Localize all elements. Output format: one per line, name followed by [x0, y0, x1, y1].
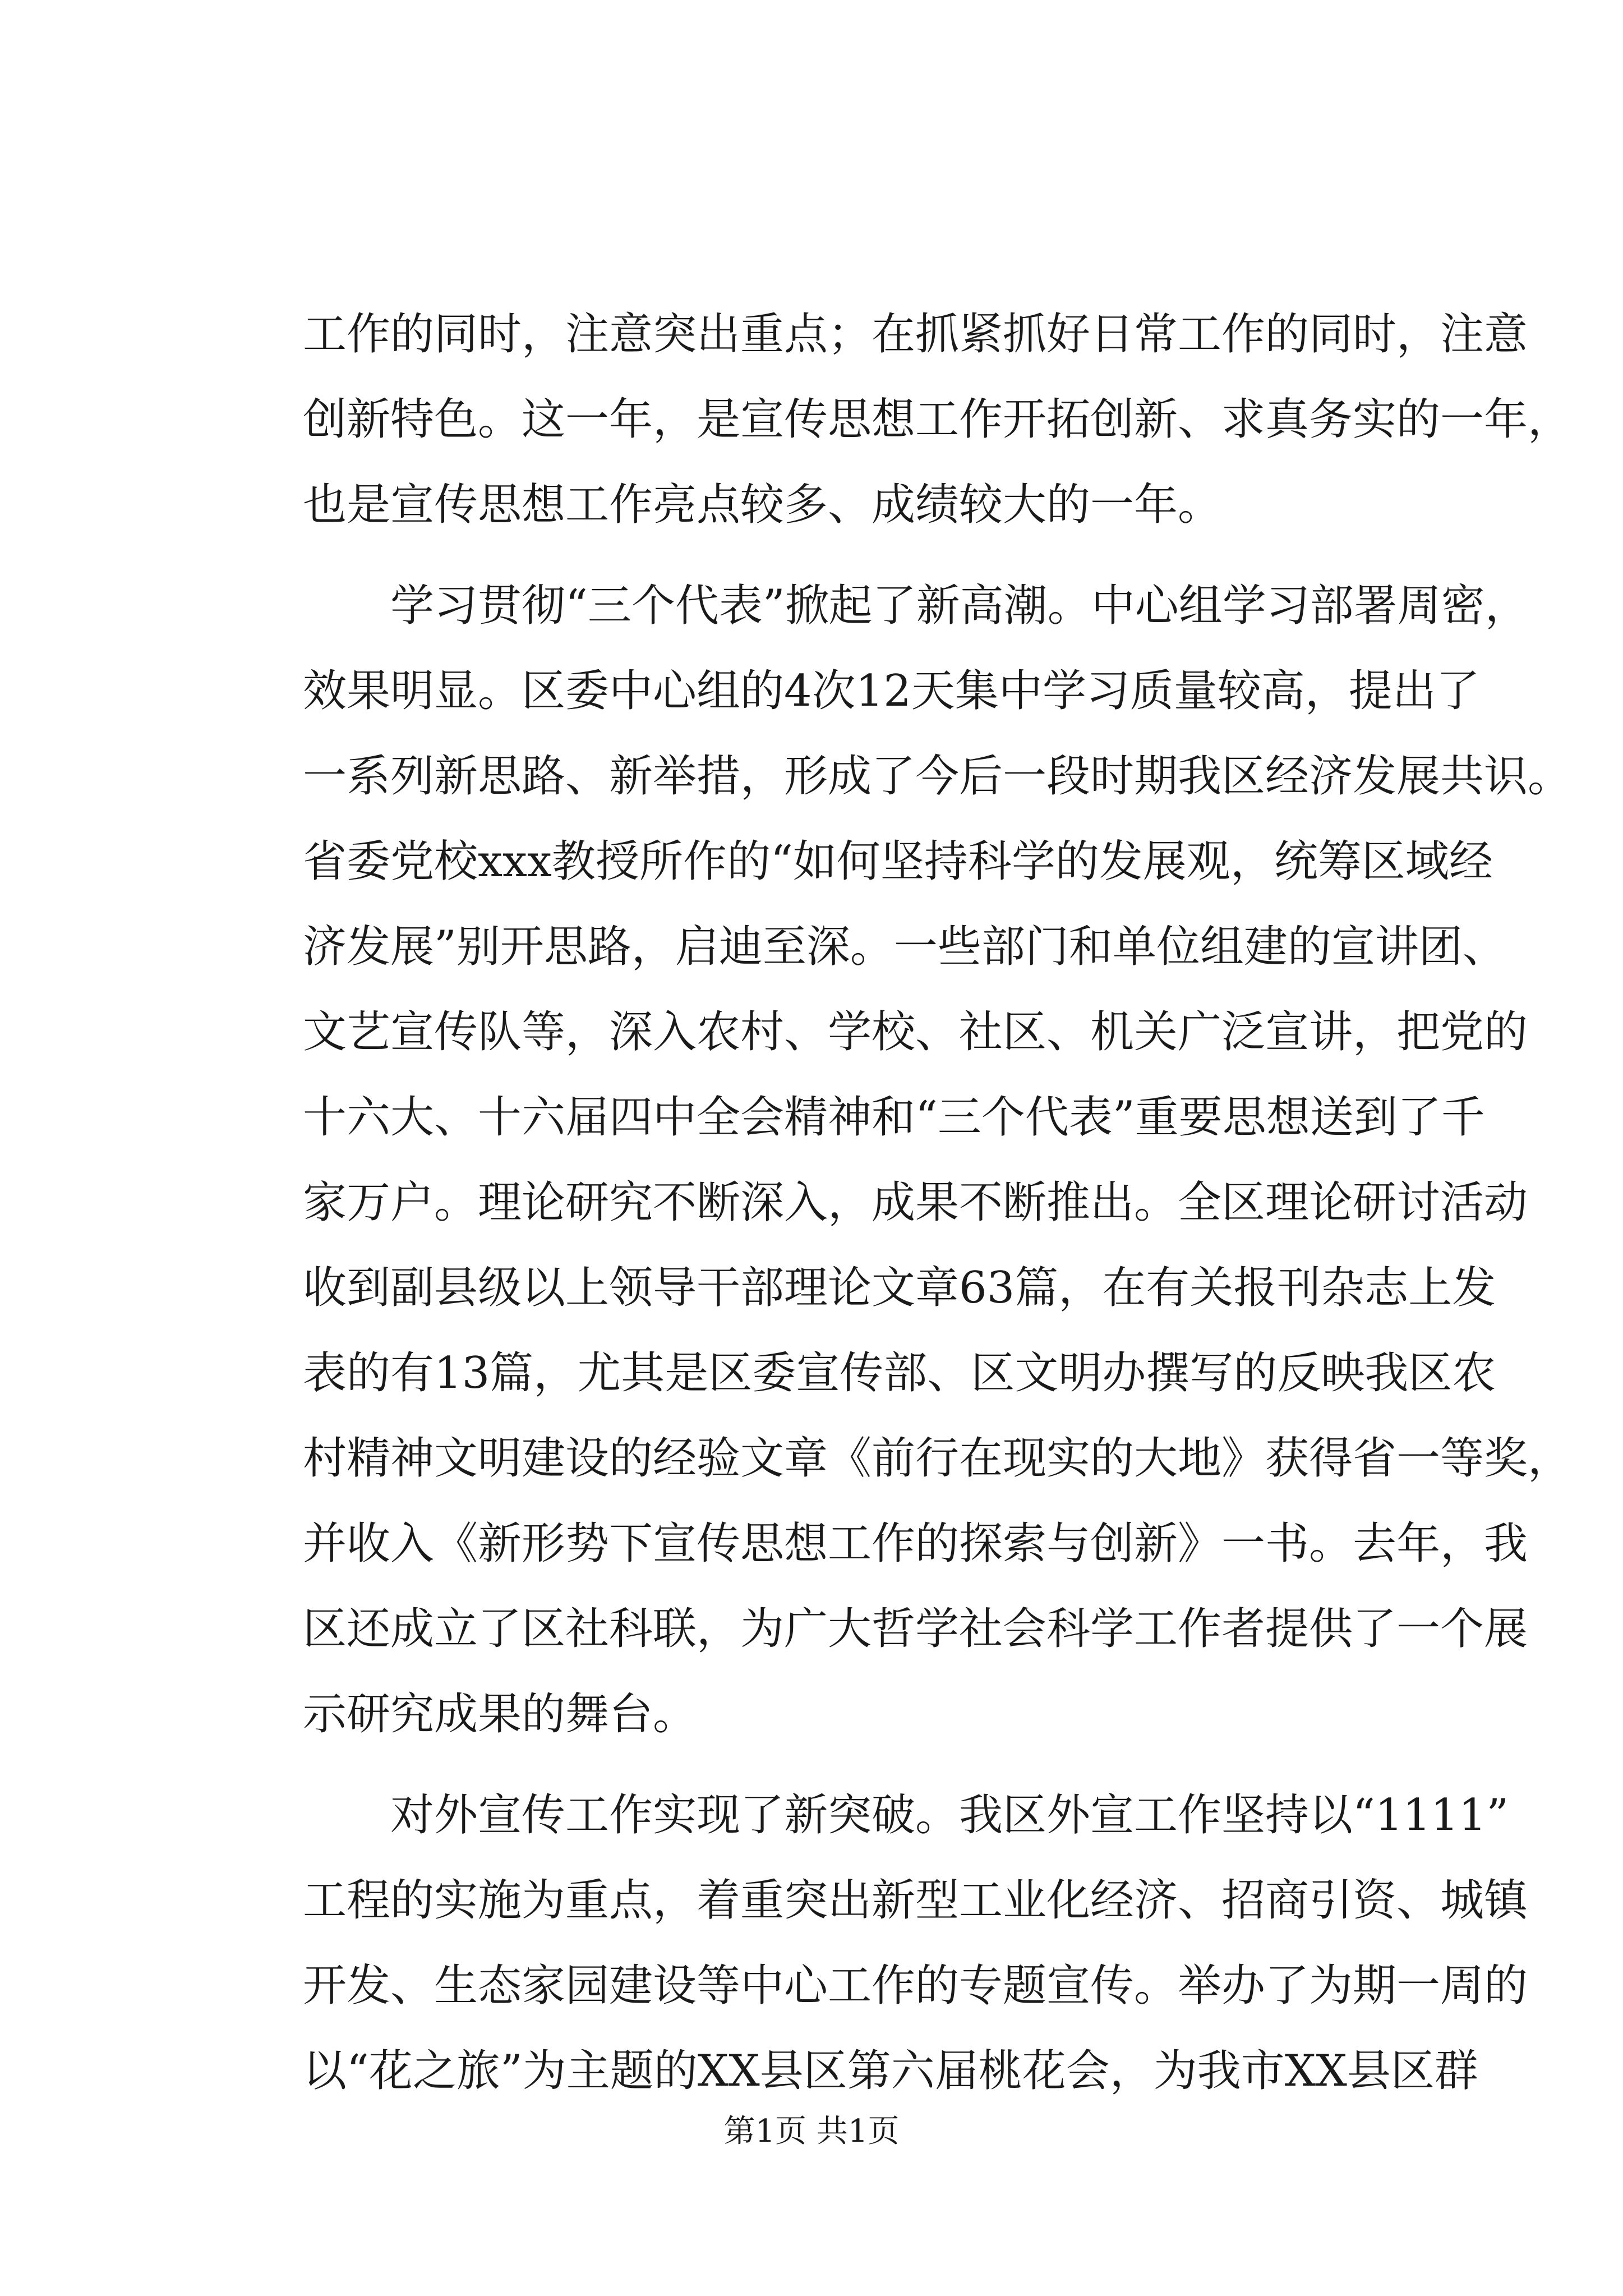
text-line: 一系列新思路、新举措，形成了今后一段时期我区经济发展共识。 — [303, 751, 1572, 802]
text-line: 区还成立了区社科联，为广大哲学社会科学工作者提供了一个展 — [303, 1604, 1528, 1654]
text-line: 示研究成果的舞台。 — [303, 1689, 697, 1740]
text-line: 收到副县级以上领导干部理论文章63篇，在有关报刊杂志上发 — [303, 1263, 1496, 1313]
page-footer — [0, 2109, 1623, 2154]
text-line: 省委党校xxx教授所作的“如何坚持科学的发展观，统筹区域经 — [303, 836, 1493, 887]
text-line: 村精神文明建设的经验文章《前行在现实的大地》获得省一等奖， — [303, 1433, 1572, 1484]
text-line: 济发展”别开思路，启迪至深。一些部门和单位组建的宣讲团、 — [303, 922, 1506, 972]
paragraph-1 — [303, 292, 1572, 547]
text-line: 对外宣传工作实现了新突破。我区外宣工作坚持以“1111” — [390, 1790, 1509, 1841]
text-line: 工作的同时，注意突出重点；在抓紧抓好日常工作的同时，注意 — [303, 309, 1528, 360]
text-line: 创新特色。这一年，是宣传思想工作开拓创新、求真务实的一年， — [303, 394, 1572, 445]
page-indicator: 第1页 共1页 — [723, 2113, 900, 2150]
text-line: 学习贯彻“三个代表”掀起了新高潮。中心组学习部署周密， — [390, 581, 1529, 631]
text-line: 开发、生态家园建设等中心工作的专题宣传。举办了为期一周的 — [303, 1961, 1528, 2011]
text-line: 以“花之旅”为主题的XX县区第六届桃花会，为我市XX县区群 — [303, 2046, 1478, 2096]
text-line: 文艺宣传队等，深入农村、学校、社区、机关广泛宣讲，把党的 — [303, 1007, 1528, 1057]
body-text — [303, 292, 1572, 2114]
text-line: 效果明显。区委中心组的4次12天集中学习质量较高，提出了 — [303, 666, 1480, 716]
paragraph-2 — [303, 563, 1572, 1757]
text-line: 表的有13篇，尤其是区委宣传部、区文明办撰写的反映我区农 — [303, 1348, 1496, 1398]
text-line: 并收入《新形势下宣传思想工作的探索与创新》一书。去年，我 — [303, 1519, 1528, 1569]
text-line: 也是宣传思想工作亮点较多、成绩较大的一年。 — [303, 480, 1222, 530]
text-line: 家万户。理论研究不断深入，成果不断推出。全区理论研讨活动 — [303, 1177, 1528, 1228]
paragraph-3 — [303, 1773, 1528, 2114]
text-line: 十六大、十六届四中全会精神和“三个代表”重要思想送到了千 — [303, 1092, 1485, 1143]
text-line: 工程的实施为重点，着重突出新型工业化经济、招商引资、城镇 — [303, 1875, 1528, 1926]
